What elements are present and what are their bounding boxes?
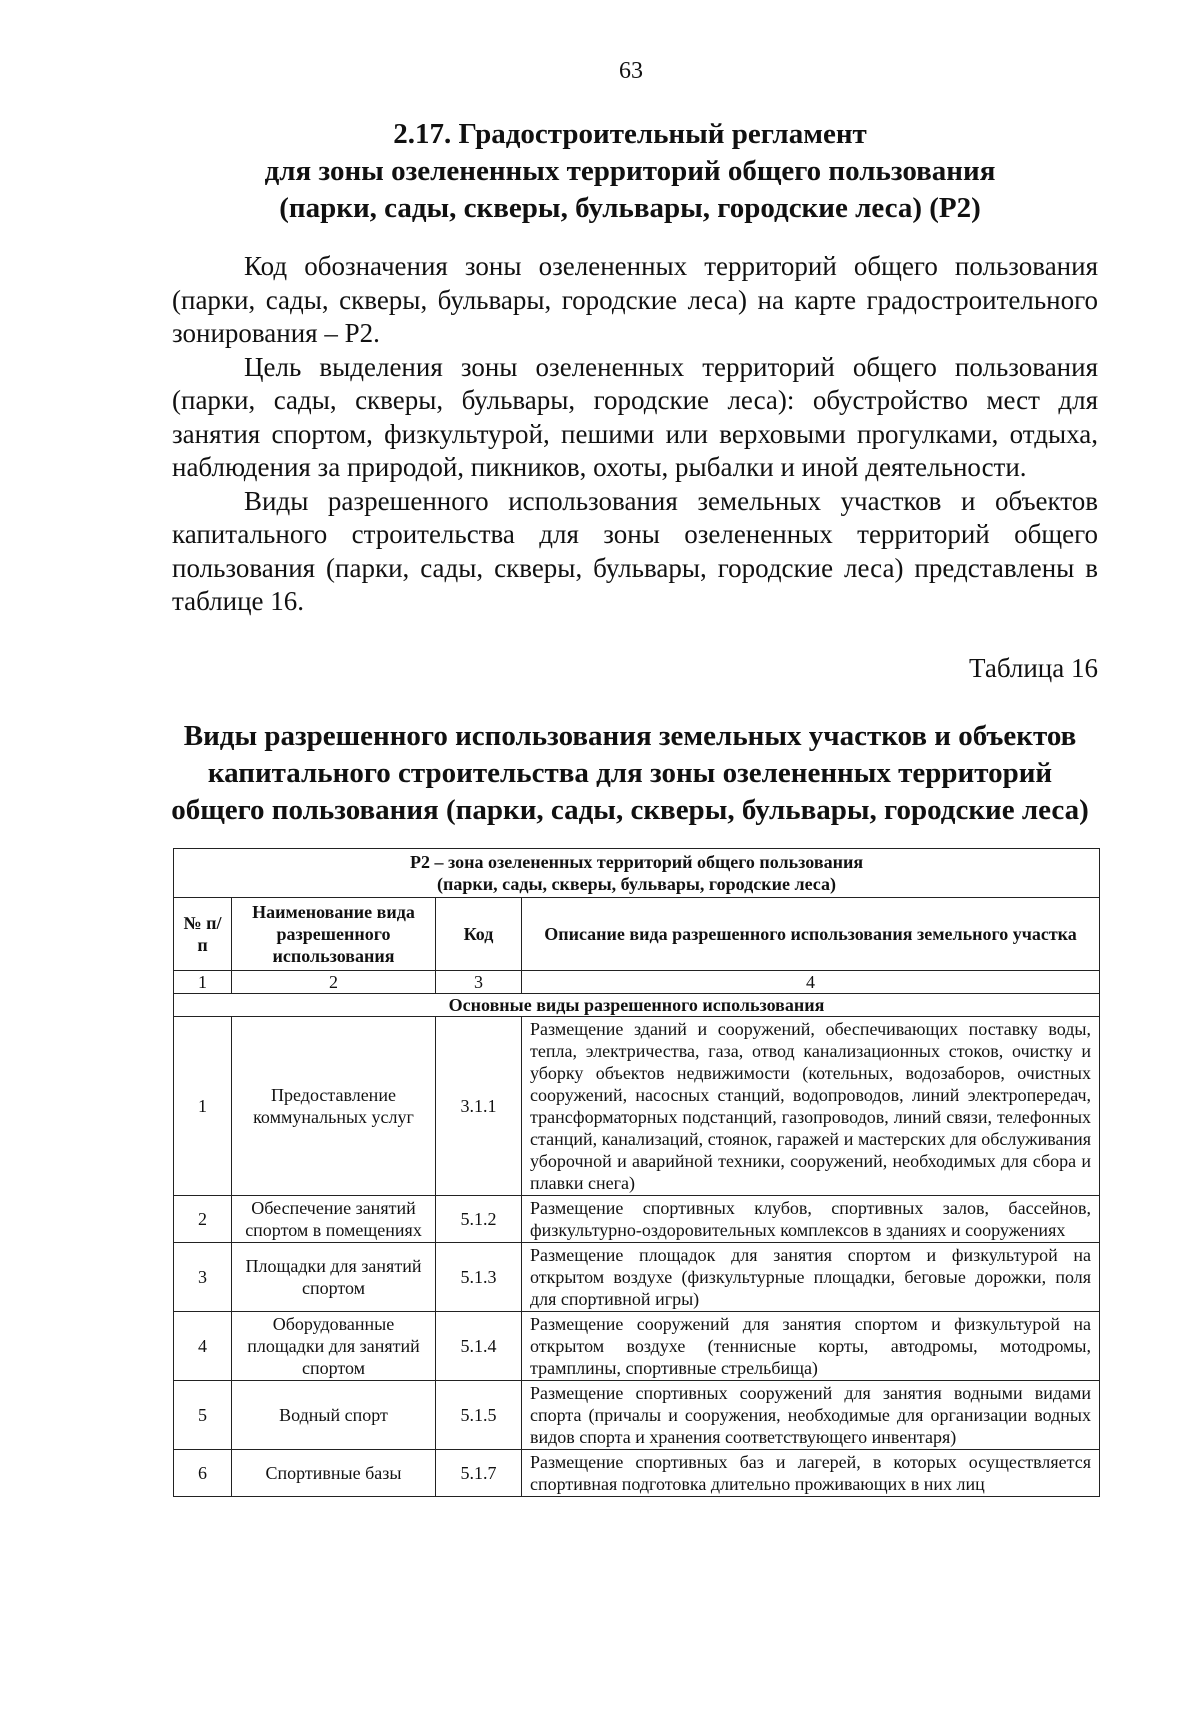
column-number-row bbox=[174, 971, 1100, 994]
row-number: 3 bbox=[174, 1243, 232, 1312]
header-num: № п/п bbox=[174, 898, 232, 971]
table-row bbox=[174, 1381, 1100, 1450]
paragraph-zone-code: Код обозначения зоны озелененных территорий общего пользования (парки, сады, скверы, бульвары, городские леса) на карте градостроительного зонирования – Р2. bbox=[172, 251, 1098, 348]
heading-line-3: (парки, сады, скверы, бульвары, городские леса) (Р2) bbox=[279, 192, 981, 224]
column-number: 2 bbox=[232, 971, 436, 994]
table-title bbox=[160, 718, 1100, 829]
header-name: Наименование вида разрешенного использования bbox=[232, 898, 436, 971]
table-row bbox=[174, 1450, 1100, 1497]
row-name: Предоставление коммунальных услуг bbox=[232, 1017, 436, 1196]
row-name: Площадки для занятий спортом bbox=[232, 1243, 436, 1312]
zone-row bbox=[174, 849, 1100, 898]
row-code: 3.1.1 bbox=[436, 1017, 522, 1196]
row-number: 6 bbox=[174, 1450, 232, 1497]
row-number: 4 bbox=[174, 1312, 232, 1381]
header-code: Код bbox=[436, 898, 522, 971]
zone-line-2: (парки, сады, скверы, бульвары, городские леса) bbox=[437, 874, 836, 894]
row-description: Размещение спортивных клубов, спортивных залов, бассейнов, физкультурно-оздоровительных комплексов в зданиях и сооружениях bbox=[522, 1196, 1100, 1243]
section-heading bbox=[160, 116, 1100, 227]
zone-cell bbox=[174, 849, 1100, 898]
row-number: 5 bbox=[174, 1381, 232, 1450]
row-name: Оборудованные площадки для занятий спортом bbox=[232, 1312, 436, 1381]
header-description: Описание вида разрешенного использования земельного участка bbox=[522, 898, 1100, 971]
row-code: 5.1.7 bbox=[436, 1450, 522, 1497]
row-name: Водный спорт bbox=[232, 1381, 436, 1450]
row-description: Размещение спортивных сооружений для занятия водными видами спорта (причалы и сооружения, необходимые для организации водных видов спорта и хранения соответствующего инвентаря) bbox=[522, 1381, 1100, 1450]
column-number: 4 bbox=[522, 971, 1100, 994]
section-row bbox=[174, 994, 1100, 1017]
row-description: Размещение зданий и сооружений, обеспечивающих поставку воды, тепла, электричества, газа, отвод канализационных стоков, очистку и уборку объектов недвижимости (котельных, водозаборов, очистных сооружений, насосных станций, водопроводов, линий электропередач, трансформаторных подстанций, газопроводов, линий связи, телефонных станций, канализаций, стоянок, гаражей и мастерских для обслуживания уборочной и аварийной техники, сооружений, необходимых для сбора и плавки снега) bbox=[522, 1017, 1100, 1196]
section-title: Основные виды разрешенного использования bbox=[174, 994, 1100, 1017]
row-description: Размещение площадок для занятия спортом и физкультурой на открытом воздухе (физкультурные площадки, беговые дорожки, поля для спортивной игры) bbox=[522, 1243, 1100, 1312]
body-text bbox=[172, 250, 1098, 619]
row-code: 5.1.4 bbox=[436, 1312, 522, 1381]
table-label: Таблица 16 bbox=[969, 653, 1098, 683]
table-row bbox=[174, 1312, 1100, 1381]
land-use-table bbox=[173, 848, 1100, 1497]
row-number: 1 bbox=[174, 1017, 232, 1196]
table-title-line-2: капитального строительства для зоны озелененных территорий bbox=[207, 757, 1053, 789]
table-title-line-3: общего пользования (парки, сады, скверы, бульвары, городские леса) bbox=[171, 794, 1089, 826]
column-number: 1 bbox=[174, 971, 232, 994]
row-description: Размещение сооружений для занятия спортом и физкультурой на открытом воздухе (теннисные корты, автодромы, мотодромы, трамплины, спортивные стрельбища) bbox=[522, 1312, 1100, 1381]
row-code: 5.1.2 bbox=[436, 1196, 522, 1243]
column-number: 3 bbox=[436, 971, 522, 994]
row-name: Спортивные базы bbox=[232, 1450, 436, 1497]
table-row bbox=[174, 1196, 1100, 1243]
row-name: Обеспечение занятий спортом в помещениях bbox=[232, 1196, 436, 1243]
paragraph-table-reference: Виды разрешенного использования земельных участков и объектов капитального строительства для зоны озелененных территорий общего пользования (парки, сады, скверы, бульвары, городские леса) представлены в таблице 16. bbox=[172, 485, 1098, 616]
row-code: 5.1.5 bbox=[436, 1381, 522, 1450]
row-description: Размещение спортивных баз и лагерей, в которых осуществляется спортивная подготовка длительно проживающих в них лиц bbox=[522, 1450, 1100, 1497]
zone-line-1: Р2 – зона озелененных территорий общего пользования bbox=[409, 852, 864, 872]
heading-line-1: 2.17. Градостроительный регламент bbox=[393, 118, 867, 150]
table-row bbox=[174, 1017, 1100, 1196]
paragraph-zone-purpose: Цель выделения зоны озелененных территорий общего пользования (парки, сады, скверы, бульвары, городские леса): обустройство мест для занятия спортом, физкультурой, пешими или верховыми прогулками, отдыха, наблюдения за природой, пикников, охоты, рыбалки и иной деятельности. bbox=[172, 351, 1098, 482]
row-number: 2 bbox=[174, 1196, 232, 1243]
table-row bbox=[174, 1243, 1100, 1312]
heading-line-2: для зоны озелененных территорий общего пользования bbox=[264, 155, 996, 187]
table-title-line-1: Виды разрешенного использования земельных участков и объектов bbox=[183, 720, 1077, 752]
row-code: 5.1.3 bbox=[436, 1243, 522, 1312]
header-row bbox=[174, 898, 1100, 971]
page-number: 63 bbox=[619, 58, 643, 84]
